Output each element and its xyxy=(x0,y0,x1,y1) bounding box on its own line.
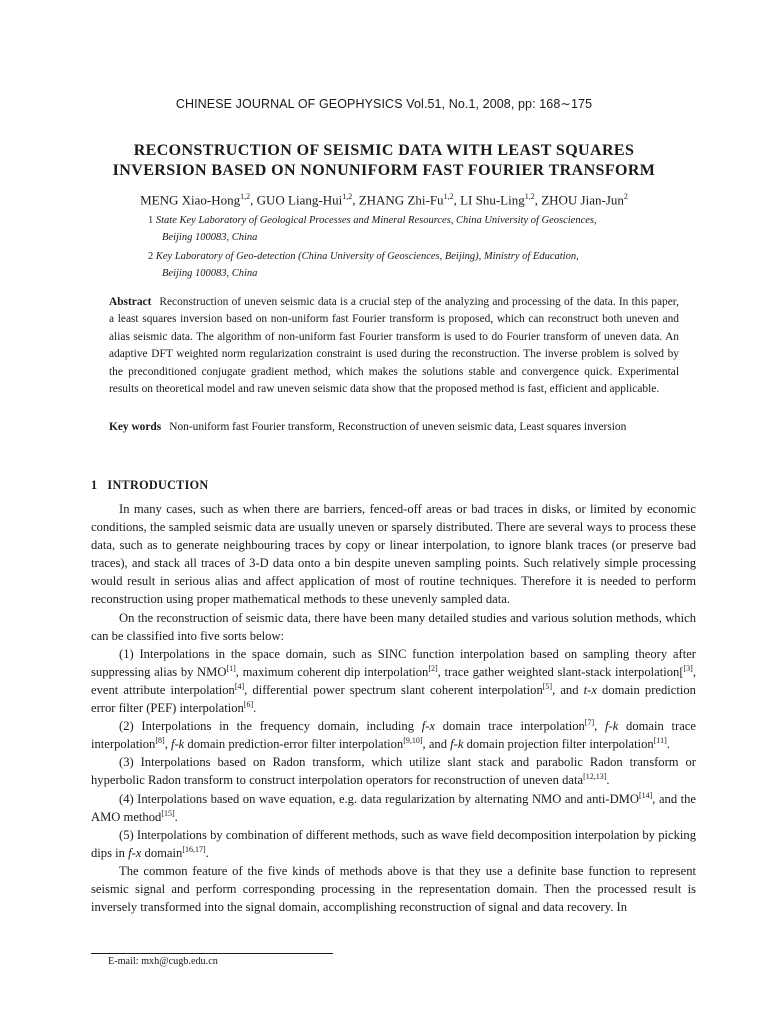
citation: [9,10] xyxy=(403,736,423,746)
citation: [12,13] xyxy=(583,772,607,782)
paragraph xyxy=(91,790,696,826)
text-run: . xyxy=(205,845,209,860)
footnote-rule xyxy=(91,953,333,954)
text-run: (4) Interpolations based on wave equation, e.g. data regularization by alternating NMO and anti-DMO xyxy=(119,791,639,806)
text-run: domain prediction-error filter interpolation xyxy=(184,737,404,752)
journal-header: CHINESE JOURNAL OF GEOPHYSICS Vol.51, No.1, 2008, pp: 168∼175 xyxy=(175,97,593,111)
author-affiliation: 1,2 xyxy=(443,192,454,201)
text-run: . xyxy=(666,737,670,752)
abstract xyxy=(109,294,679,398)
paragraph xyxy=(91,500,696,609)
text-run: (2) Interpolations in the frequency domain, including xyxy=(119,719,422,734)
citation: [7] xyxy=(584,717,595,727)
text-run: , and xyxy=(552,682,584,697)
title-line: RECONSTRUCTION OF SEISMIC DATA WITH LEAST SQUARES xyxy=(133,142,635,159)
paper-title xyxy=(40,141,728,181)
affiliation-1 xyxy=(148,212,668,246)
text-run: domain trace interpolation xyxy=(91,719,696,752)
author-name: MENG Xiao-Hong xyxy=(140,192,241,208)
abstract-label: Abstract xyxy=(109,296,152,308)
author-affiliation: 1,2 xyxy=(240,192,251,201)
text-run: (3) Interpolations based on Radon transform, which utilize slant stack and parabolic Radon transform or hyperbolic Radon transform to construct interpolation operators for reconstruction of uneven data xyxy=(91,755,696,788)
citation: [8] xyxy=(155,736,165,746)
author-affiliation: 1,2 xyxy=(342,192,353,201)
text-run: domain xyxy=(141,845,183,860)
author-separator: , xyxy=(534,192,542,208)
abstract-text: Reconstruction of uneven seismic data is a crucial step of the analyzing and processing of the data. In this paper, a least squares inversion based on non-uniform fast Fourier transform is proposed, which can reconstruct both uneven and alias seismic data. The algorithm of non-uniform fast Fourier transform is used to do Fourier transform of uneven data. An adaptive DFT weighted norm regularization constraint is used during the reconstruction. The inverse problem is solved by the preconditioned conjugate gradient method, which makes the solutions stable and convergence quick. Experimental results on theoretical model and raw uneven seismic data show that the proposed method is fast, efficient and applicable. xyxy=(109,296,679,396)
text-run: (5) Interpolations by combination of different methods, such as wave field decomposition interpolation by picking dips in xyxy=(91,827,696,860)
affiliation-text: Beijing 100083, China xyxy=(162,232,258,243)
text-run: In many cases, such as when there are barriers, fenced-off areas or bad traces in disks, or limited by economic conditions, the sampled seismic data are usually uneven or sparsely distributed. There are several ways to process these data, such as to generate neighbouring traces by copy or linear interpolation, to ignore blank traces (or preserve bad traces), and stack all traces of 3-D data onto a bin despite uneven sampling points. Such relatively simple processing would result in serious alias and affect application of most of routine techniques. Therefore it is needed to perform reconstruction using proper mathematical methods to these unevenly sampled data. xyxy=(91,502,696,607)
text-run: , xyxy=(164,737,171,752)
section-title: INTRODUCTION xyxy=(107,478,209,492)
section-number: 1 xyxy=(91,478,98,492)
citation: [3] xyxy=(683,663,693,673)
paragraph xyxy=(91,862,696,916)
paragraph xyxy=(91,609,696,645)
text-run: , xyxy=(594,719,605,734)
text-run: . xyxy=(174,809,178,824)
paragraph xyxy=(91,826,696,862)
citation: [15] xyxy=(161,808,175,818)
citation: [16,17] xyxy=(182,844,206,854)
citation: [6] xyxy=(243,699,254,709)
affiliation-2 xyxy=(148,248,668,282)
math-term: f-x xyxy=(421,719,436,734)
citation: [4] xyxy=(234,681,245,691)
text-run: domain projection filter interpolation xyxy=(463,737,654,752)
author-separator: , xyxy=(352,192,359,208)
footnote: E-mail: mxh@cugb.edu.cn xyxy=(108,956,218,967)
text-run: . xyxy=(253,701,257,716)
section-heading xyxy=(91,478,209,493)
math-term: t-x xyxy=(583,682,597,697)
author-name: ZHOU Jian-Jun xyxy=(541,192,624,208)
affiliation-number: 2 xyxy=(148,251,154,262)
author-name: GUO Liang-Hui xyxy=(256,192,343,208)
author-separator: , xyxy=(250,192,257,208)
author-separator: , xyxy=(453,192,461,208)
text-run: domain prediction error filter (PEF) interpolation xyxy=(91,682,696,716)
text-run: , differential power spectrum slant coherent interpolation xyxy=(244,682,543,697)
citation: [5] xyxy=(542,681,553,691)
author-name: ZHANG Zhi-Fu xyxy=(358,192,444,208)
title-line: INVERSION BASED ON NONUNIFORM FAST FOURIER TRANSFORM xyxy=(112,162,656,179)
text-run: , trace gather weighted slant-stack interpolation[ xyxy=(437,664,684,679)
math-term: f-x xyxy=(128,845,142,860)
text-run: domain trace interpolation xyxy=(435,719,585,734)
math-term: f-k xyxy=(605,719,619,734)
citation: [11] xyxy=(653,736,667,746)
citation: [14] xyxy=(638,790,653,800)
paragraph xyxy=(91,717,696,753)
paragraph xyxy=(91,753,696,789)
text-run: . xyxy=(606,773,610,788)
author-name: LI Shu-Ling xyxy=(460,192,525,208)
keywords-text: Non-uniform fast Fourier transform, Reconstruction of uneven seismic data, Least squares inversion xyxy=(169,421,627,433)
text-run: On the reconstruction of seismic data, there have been many detailed studies and various solution methods, which can be classified into five sorts below: xyxy=(91,610,696,643)
text-run: (1) Interpolations in the space domain, such as SINC function interpolation based on sampling theory after suppressing alias by NMO xyxy=(91,646,696,679)
text-run: , and xyxy=(422,737,451,752)
citation: [2] xyxy=(428,663,438,673)
affiliation-number: 1 xyxy=(148,215,154,226)
text-run: The common feature of the five kinds of methods above is that they use a definite base function to represent seismic signal and perform corresponding processing in the representation domain. Then the processed result is inversely transformed into the signal domain, accomplishing reconstruction of signal and data recovery. In xyxy=(91,863,696,915)
citation: [1] xyxy=(226,663,236,673)
body-text xyxy=(91,500,696,916)
author-list xyxy=(40,192,728,208)
text-run: , and the AMO method xyxy=(91,791,697,824)
affiliation-text: Beijing 100083, China xyxy=(162,268,258,279)
math-term: f-k xyxy=(450,737,464,752)
math-term: f-k xyxy=(170,737,185,752)
author-affiliation: 1,2 xyxy=(524,192,535,201)
text-run: , event attribute interpolation xyxy=(91,664,696,697)
affiliation-text: Key Laboratory of Geo-detection (China University of Geosciences, Beijing), Ministry of Education, xyxy=(155,251,579,262)
author-affiliation: 2 xyxy=(623,192,628,201)
keywords xyxy=(109,421,689,433)
keywords-label: Key words xyxy=(109,421,162,433)
text-run: , maximum coherent dip interpolation xyxy=(235,664,429,679)
paragraph xyxy=(91,645,696,717)
affiliation-text: State Key Laboratory of Geological Processes and Mineral Resources, China University of Geosciences, xyxy=(155,215,597,226)
